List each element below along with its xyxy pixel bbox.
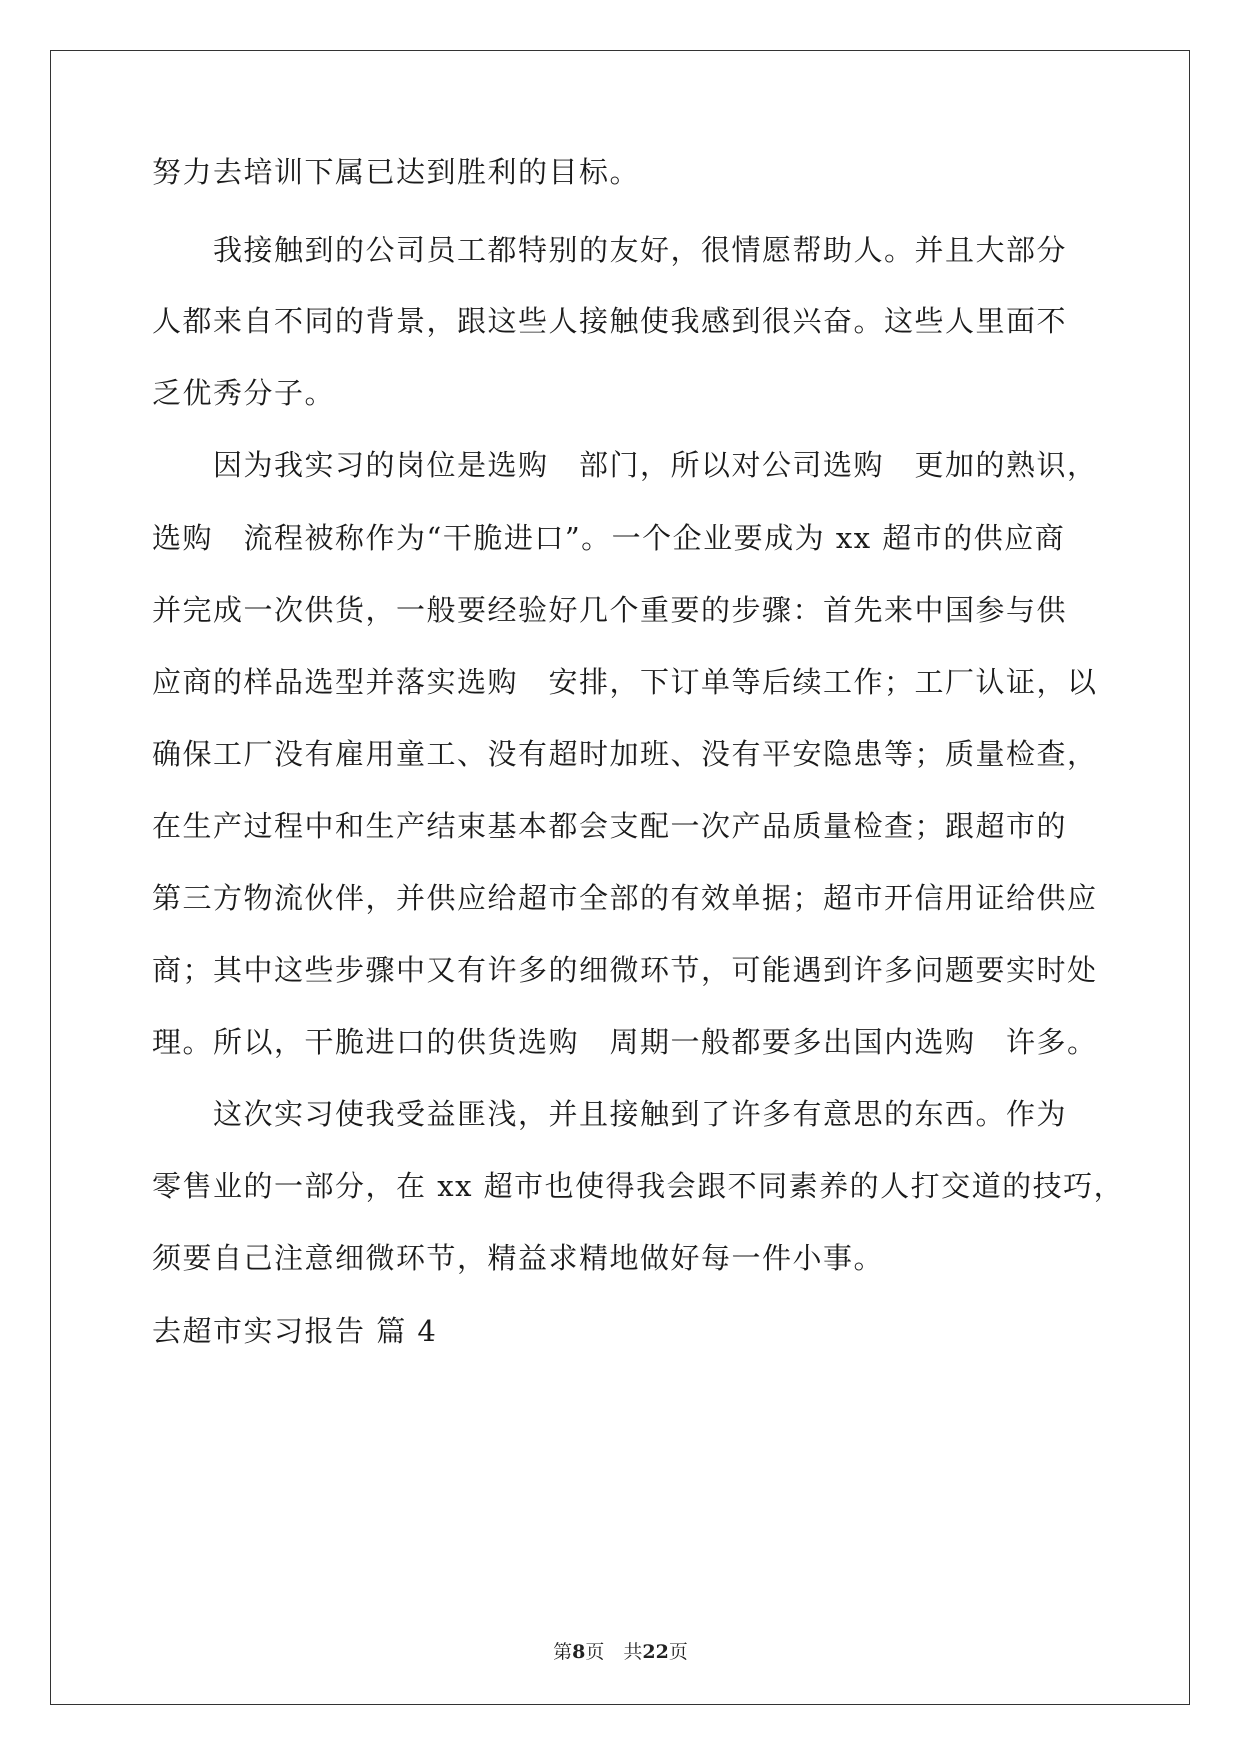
text-line: 须要自己注意细微环节，精益求精地做好每一件小事。 — [152, 1241, 885, 1275]
text-line: 乏优秀分子。 — [152, 376, 336, 410]
current-page-number: 8 — [572, 1641, 586, 1663]
text-line: 商；其中这些步骤中又有许多的细微环节，可能遇到许多问题要实时处 — [152, 953, 1098, 987]
page-footer — [0, 1640, 1241, 1664]
text-line: 并完成一次供货，一般要经验好几个重要的步骤：首先来中国参与供 — [152, 593, 1068, 627]
text-line: 因为我实习的岗位是选购 部门，所以对公司选购 更加的熟识， — [152, 448, 1098, 482]
text-line: 理。所以，干脆进口的供货选购 周期一般都要多出国内选购 许多。 — [152, 1025, 1098, 1059]
text-line: 确保工厂没有雇用童工、没有超时加班、没有平安隐患等；质量检查， — [152, 737, 1098, 771]
total-page-count: 22 — [642, 1641, 669, 1663]
text-line: 人都来自不同的背景，跟这些人接触使我感到很兴奋。这些人里面不 — [152, 304, 1068, 338]
text-line: 第三方物流伙伴，并供应给超市全部的有效单据；超市开信用证给供应 — [152, 881, 1098, 915]
section-heading: 去超市实习报告 篇 4 — [152, 1314, 438, 1348]
footer-prefix: 第 — [553, 1641, 573, 1663]
text-line: 这次实习使我受益匪浅，并且接触到了许多有意思的东西。作为 — [152, 1097, 1068, 1131]
text-line: 努力去培训下属已达到胜利的目标。 — [152, 155, 641, 189]
footer-middle: 页 共 — [585, 1641, 643, 1663]
text-line: 在生产过程中和生产结束基本都会支配一次产品质量检查；跟超市的 — [152, 809, 1068, 843]
text-line: 应商的样品选型并落实选购 安排，下订单等后续工作；工厂认证，以 — [152, 665, 1098, 699]
text-line: 我接触到的公司员工都特别的友好，很情愿帮助人。并且大部分 — [152, 233, 1068, 267]
footer-suffix: 页 — [668, 1641, 688, 1663]
text-line: 选购 流程被称作为“干脆进口”。一个企业要成为 xx 超市的供应商 — [152, 521, 1066, 555]
text-line: 零售业的一部分，在 xx 超市也使得我会跟不同素养的人打交道的技巧， — [152, 1169, 1125, 1203]
